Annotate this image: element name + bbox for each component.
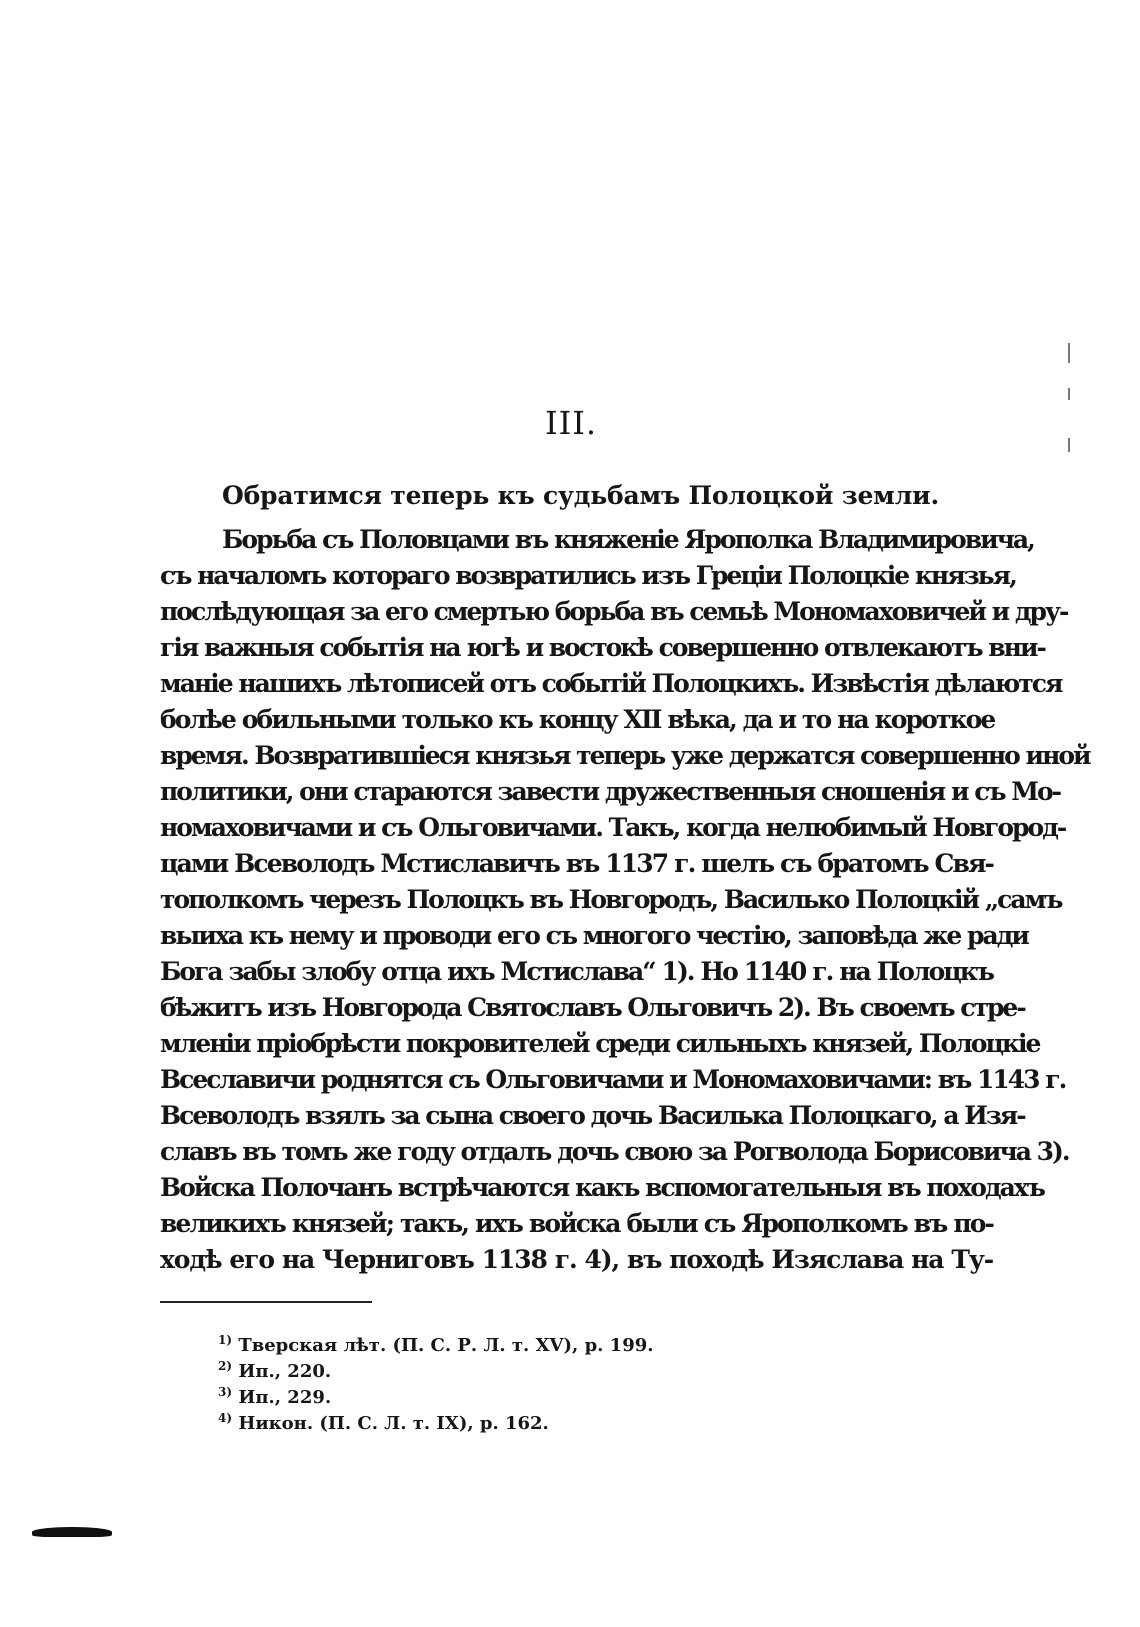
- body-line: съ началомъ котораго возвратились изъ Греціи Полоцкіе князья,: [160, 561, 1016, 590]
- body-line: политики, они стараются завести дружественныя сношенія и съ Мо-: [160, 777, 1061, 806]
- footnote-mark: 1): [218, 1333, 233, 1347]
- body-line: ходѣ его на Черниговъ 1138 г. 4), въ походѣ Изяслава на Ту-: [160, 1245, 993, 1274]
- body-line: великихъ князей; такъ, ихъ войска были съ Ярополкомъ въ по-: [160, 1209, 993, 1238]
- body-line: мленіи пріобрѣсти покровителей среди сильныхъ князей, Полоцкіе: [160, 1029, 1040, 1058]
- intro-line: Обратимся теперь къ судьбамъ Полоцкой земли.: [222, 481, 939, 510]
- footnote-text: Ип., 229.: [238, 1387, 332, 1408]
- scan-smudge: [32, 1527, 112, 1537]
- footnote-mark: 2): [218, 1359, 233, 1373]
- footnote: [218, 1355, 331, 1383]
- body-line: время. Возвратившіеся князья теперь уже держатся совершенно иной: [160, 741, 1090, 770]
- footnote: [218, 1407, 549, 1435]
- margin-scan-mark: [1068, 388, 1070, 400]
- footnote: [218, 1329, 654, 1357]
- footnote-mark: 4): [218, 1411, 233, 1425]
- body-line: Войска Полочанъ встрѣчаются какъ вспомогательныя въ походахъ: [160, 1173, 1044, 1202]
- body-line: номаховичами и съ Ольговичами. Такъ, когда нелюбимый Новгород-: [160, 813, 1066, 842]
- body-line: цами Всеволодъ Мстиславичъ въ 1137 г. шелъ съ братомъ Свя-: [160, 849, 993, 878]
- body-line: Всеславичи роднятся съ Ольговичами и Мономаховичами: въ 1143 г.: [160, 1065, 1066, 1094]
- footnote-text: Никон. (П. С. Л. т. IX), р. 162.: [238, 1413, 549, 1434]
- body-line: гія важныя событія на югѣ и востокѣ совершенно отвлекаютъ вни-: [160, 633, 1045, 662]
- margin-scan-mark: [1068, 438, 1070, 452]
- body-line: Бога забы злобу отца ихъ Мстислава“ 1). Но 1140 г. на Полоцкъ: [160, 957, 993, 986]
- body-line: послѣдующая за его смертью борьба въ семьѣ Мономаховичей и дру-: [160, 597, 1068, 626]
- body-line: болѣе обильными только къ концу XII вѣка, да и то на короткое: [160, 705, 995, 734]
- body-line: выиха къ нему и проводи его съ многого честію, заповѣда же ради: [160, 921, 1028, 950]
- body-line: Всеволодъ взялъ за сына своего дочь Василька Полоцкаго, а Изя-: [160, 1101, 1025, 1130]
- footnote-text: Тверская лѣт. (П. С. Р. Л. т. XV), р. 199.: [238, 1335, 654, 1356]
- body-line: Борьба съ Половцами въ княженіе Ярополка Владимировича,: [222, 525, 1034, 554]
- body-line: бѣжитъ изъ Новгорода Святославъ Ольговичъ 2). Въ своемъ стре-: [160, 993, 1025, 1022]
- footnote-separator: [160, 1301, 372, 1303]
- footnote-mark: 3): [218, 1385, 233, 1399]
- margin-scan-mark: [1068, 343, 1070, 363]
- footnote-text: Ип., 220.: [238, 1361, 332, 1382]
- footnote: [218, 1381, 331, 1409]
- chapter-title: III.: [545, 404, 598, 442]
- body-line: славъ въ томъ же году отдалъ дочь свою за Рогволода Борисовича 3).: [160, 1137, 1069, 1166]
- body-line: тополкомъ черезъ Полоцкъ въ Новгородъ, Василько Полоцкій „самъ: [160, 885, 1062, 914]
- body-line: маніе нашихъ лѣтописей отъ событій Полоцкихъ. Извѣстія дѣлаются: [160, 669, 1062, 698]
